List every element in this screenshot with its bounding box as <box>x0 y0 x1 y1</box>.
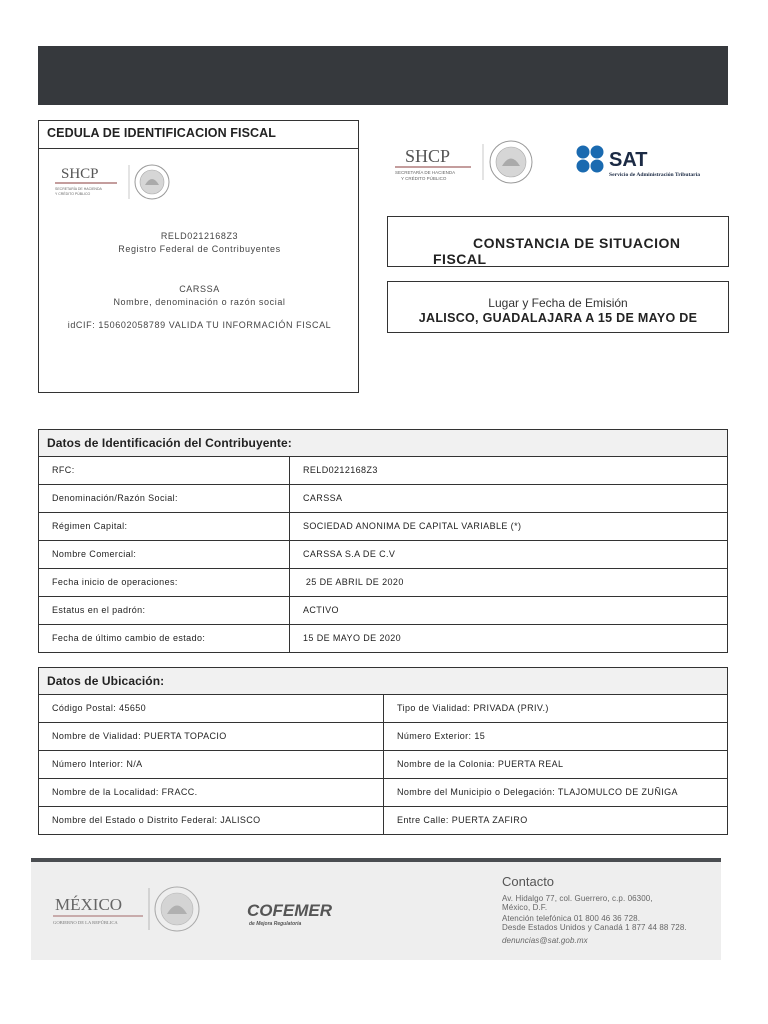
table-row <box>39 457 727 485</box>
row-label: Fecha de último cambio de estado: <box>39 625 290 652</box>
footer <box>31 858 721 960</box>
row-right: Tipo de Vialidad: PRIVADA (PRIV.) <box>397 703 549 713</box>
svg-text:Servicio de Administración Tri: Servicio de Administración Tributaria <box>609 172 701 178</box>
contact-phone-us: Desde Estados Unidos y Canadá 1 877 44 88 728. <box>502 923 687 932</box>
cedula-name: CARSSA <box>179 284 220 294</box>
row-left: Código Postal: 45650 <box>39 695 384 722</box>
row-label: Nombre Comercial: <box>39 541 290 568</box>
svg-text:GOBIERNO DE LA REPÚBLICA: GOBIERNO DE LA REPÚBLICA <box>53 920 118 925</box>
row-left: Nombre de la Localidad: FRACC. <box>39 779 384 806</box>
ubicacion-title: Datos de Ubicación: <box>39 668 727 695</box>
shcp-logo <box>53 161 173 205</box>
table-row <box>39 625 727 652</box>
shcp-logo-sub1: SECRETARÍA DE HACIENDA <box>55 187 102 191</box>
cedula-box <box>38 120 359 393</box>
svg-text:Y CRÉDITO PÚBLICO: Y CRÉDITO PÚBLICO <box>401 176 447 181</box>
ubicacion-section <box>38 667 728 835</box>
table-row <box>39 513 727 541</box>
table-row <box>39 751 727 779</box>
row-value: ACTIVO <box>303 605 339 615</box>
cedula-rfc: RELD0212168Z3 <box>160 231 239 241</box>
row-value: 25 DE ABRIL DE 2020 <box>303 577 404 587</box>
row-label: Estatus en el padrón: <box>39 597 290 624</box>
table-row <box>39 485 727 513</box>
constancia-box <box>387 216 729 267</box>
shcp-logo-sub2: Y CRÉDITO PÚBLICO <box>55 192 91 196</box>
row-right: Entre Calle: PUERTA ZAFIRO <box>397 815 528 825</box>
svg-text:de Mejora Regulatoria: de Mejora Regulatoria <box>249 921 302 927</box>
table-row <box>39 597 727 625</box>
contact-email[interactable]: denuncias@sat.gob.mx <box>502 936 588 945</box>
row-value: 15 DE MAYO DE 2020 <box>303 633 402 643</box>
row-value: RELD0212168Z3 <box>303 465 378 475</box>
table-row <box>39 695 727 723</box>
mexico-gov-logo <box>51 884 211 936</box>
cedula-rfc-label: Registro Federal de Contribuyentes <box>118 244 281 254</box>
shcp-header-logo <box>395 141 532 183</box>
svg-text:SAT: SAT <box>609 149 648 171</box>
row-left: Nombre de Vialidad: PUERTA TOPACIO <box>39 723 384 750</box>
row-label: Denominación/Razón Social: <box>39 485 290 512</box>
cofemer-logo <box>245 896 335 930</box>
lugar-label: Lugar y Fecha de Emisión <box>488 296 628 310</box>
table-row <box>39 723 727 751</box>
constancia-title-line2: FISCAL <box>433 251 487 267</box>
svg-text:MÉXICO: MÉXICO <box>55 895 123 914</box>
row-right: Número Exterior: 15 <box>397 731 486 741</box>
row-label: Fecha inicio de operaciones: <box>39 569 290 596</box>
top-banner <box>38 46 728 105</box>
table-row <box>39 569 727 597</box>
constancia-title-line1: CONSTANCIA DE SITUACION <box>473 235 681 251</box>
lugar-value: JALISCO, GUADALAJARA A 15 DE MAYO DE <box>418 311 698 325</box>
contact-address: Av. Hidalgo 77, col. Guerrero, c.p. 06300, <box>502 894 653 903</box>
cedula-name-label: Nombre, denominación o razón social <box>113 297 286 307</box>
table-row <box>39 807 727 834</box>
svg-text:COFEMER: COFEMER <box>247 901 332 920</box>
lugar-box <box>387 281 729 333</box>
identificacion-section <box>38 429 728 653</box>
row-right: Nombre del Municipio o Delegación: TLAJOMULCO DE ZUÑIGA <box>397 787 678 797</box>
row-value: CARSSA S.A DE C.V <box>303 549 396 559</box>
sat-logo <box>577 146 701 179</box>
identificacion-title: Datos de Identificación del Contribuyente: <box>39 430 727 457</box>
contact-phone: Atención telefónica 01 800 46 36 728. <box>502 914 641 923</box>
svg-text:SECRETARÍA DE HACIENDA: SECRETARÍA DE HACIENDA <box>395 170 456 175</box>
row-right: Nombre de la Colonia: PUERTA REAL <box>397 759 564 769</box>
header-logos <box>393 138 729 186</box>
table-row <box>39 779 727 807</box>
cedula-idcif: idCIF: 150602058789 VALIDA TU INFORMACIÓN FISCAL <box>67 320 332 330</box>
cedula-title: CEDULA DE IDENTIFICACION FISCAL <box>39 121 358 149</box>
table-row <box>39 541 727 569</box>
row-left: Nombre del Estado o Distrito Federal: JALISCO <box>39 807 384 834</box>
row-value: CARSSA <box>303 493 343 503</box>
row-label: RFC: <box>39 457 290 484</box>
contact-title: Contacto <box>502 874 555 889</box>
row-left: Número Interior: N/A <box>39 751 384 778</box>
svg-text:SHCP: SHCP <box>405 146 451 166</box>
contact-city: México, D.F. <box>502 903 548 912</box>
shcp-logo-text: SHCP <box>61 166 99 182</box>
row-value: SOCIEDAD ANONIMA DE CAPITAL VARIABLE (*) <box>303 521 522 531</box>
row-label: Régimen Capital: <box>39 513 290 540</box>
